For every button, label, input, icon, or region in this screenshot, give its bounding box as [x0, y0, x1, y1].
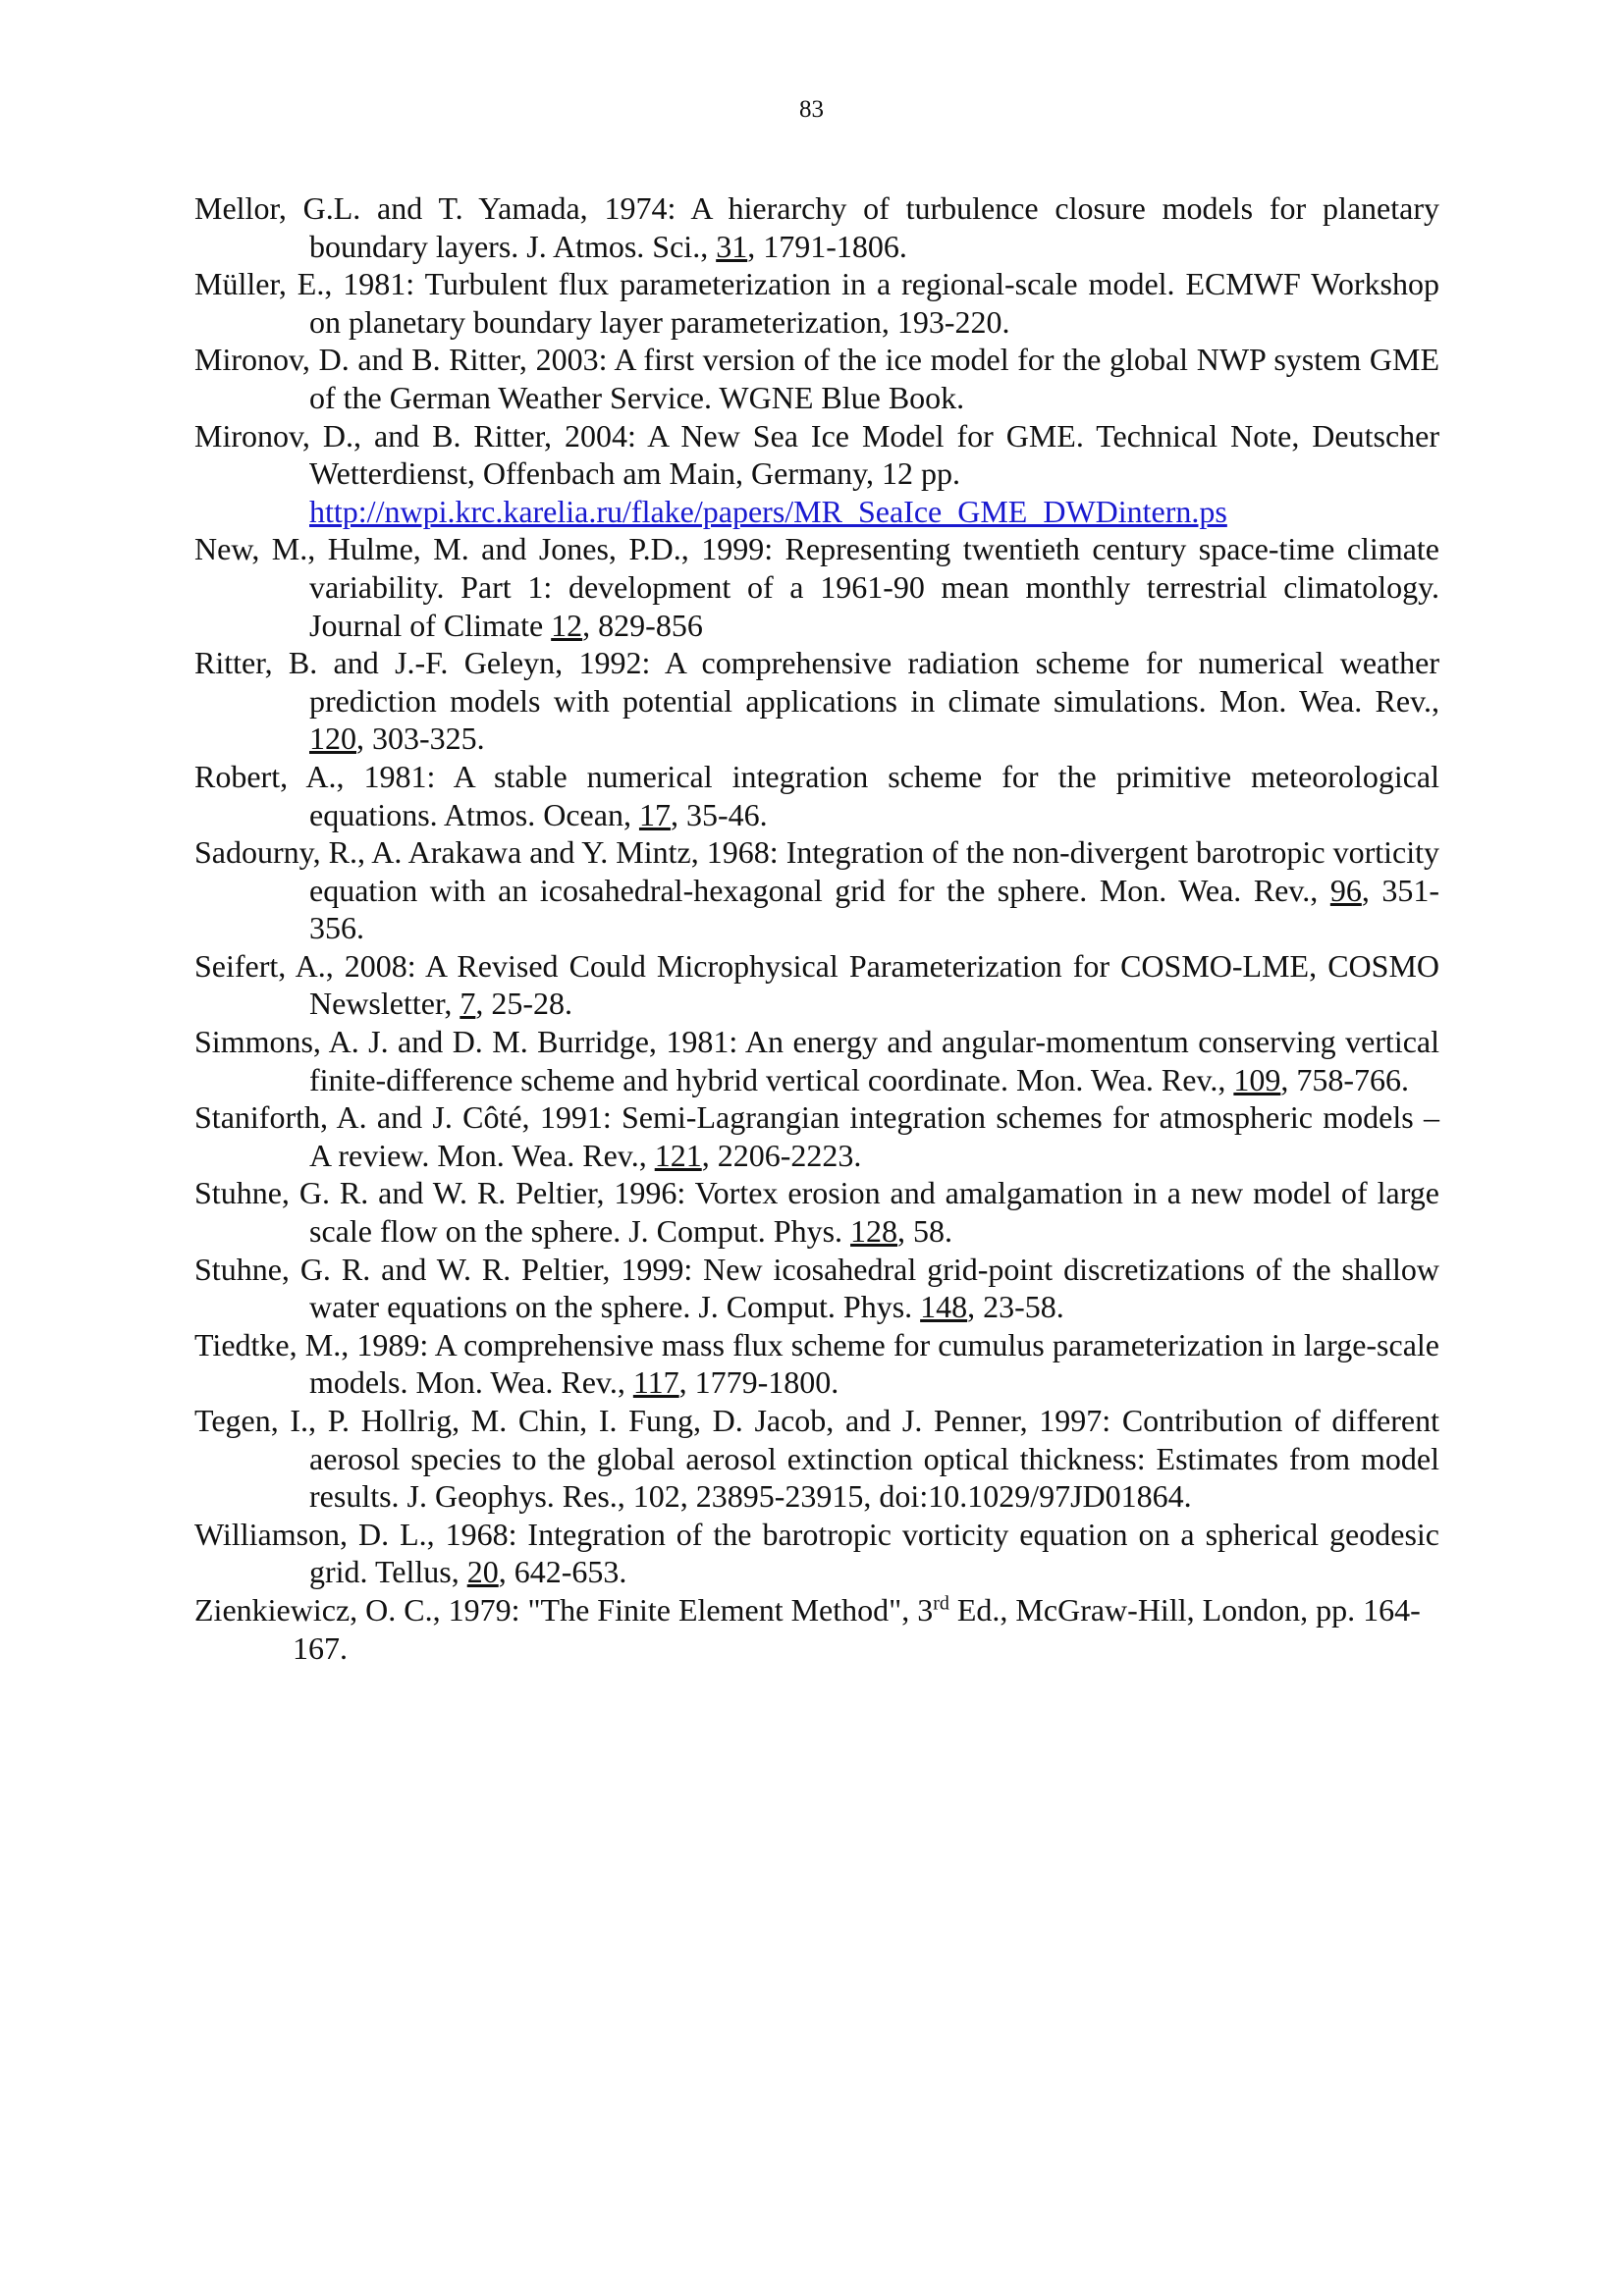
reference-text: Simmons, A. J. and D. M. Burridge, 1981: An energy and angular-momentum conserving vertical finite-difference scheme and hybrid vertical coordinate. Mon. Wea. Rev.,	[194, 1024, 1439, 1097]
reference-text-tail: , 1779-1800.	[678, 1364, 839, 1401]
volume-number: 128	[850, 1213, 898, 1250]
volume-number: 120	[309, 721, 356, 757]
reference-text: Robert, A., 1981: A stable numerical integration scheme for the primitive meteorological equations. Atmos. Ocean,	[194, 758, 1439, 832]
reference-text: Müller, E., 1981: Turbulent flux parameterization in a regional-scale model. ECMWF Workshop on planetary boundary layer parameterization, 193-220.	[194, 266, 1439, 340]
volume-number: 96	[1329, 872, 1362, 908]
reference-text-tail: , 2206-2223.	[701, 1137, 862, 1173]
reference-url-link[interactable]: http://nwpi.krc.karelia.ru/flake/papers/MR_SeaIce_GME_DWDintern.ps	[309, 493, 1227, 529]
reference-text: Stuhne, G. R. and W. R. Peltier, 1996: Vortex erosion and amalgamation in a new model of large scale flow on the sphere. J. Comput. Phys.	[194, 1175, 1439, 1250]
reference-text: New, M., Hulme, M. and Jones, P.D., 1999: Representing twentieth century space-time climate variability. Part 1: development of a 1961-90 mean monthly terrestrial climatology. Journal of Climate	[194, 531, 1439, 643]
volume-number: 109	[1233, 1061, 1281, 1097]
reference-text-tail: , 303-325.	[356, 721, 485, 757]
volume-number: 148	[920, 1289, 968, 1325]
volume-number: 7	[460, 986, 476, 1022]
reference-entry	[194, 530, 1439, 644]
reference-entry	[194, 1174, 1439, 1250]
reference-text-tail: , 23-58.	[967, 1289, 1064, 1325]
reference-text-tail: , 642-653.	[498, 1554, 627, 1590]
volume-number: 12	[551, 607, 583, 643]
reference-text: Mellor, G.L. and T. Yamada, 1974: A hierarchy of turbulence closure models for planetary boundary layers. J. Atmos. Sci.,	[194, 190, 1439, 264]
reference-text: Williamson, D. L., 1968: Integration of the barotropic vorticity equation on a spherical geodesic grid. Tellus,	[194, 1516, 1439, 1590]
reference-text-tail: , 25-28.	[475, 986, 572, 1022]
volume-number: 31	[716, 228, 748, 264]
reference-text: Seifert, A., 2008: A Revised Could Microphysical Parameterization for COSMO-LME, COSMO Newsletter,	[194, 947, 1439, 1022]
reference-entry	[194, 417, 1439, 531]
reference-entry	[194, 947, 1439, 1023]
reference-text: Staniforth, A. and J. Côté, 1991: Semi-Lagrangian integration schemes for atmospheric models – A review. Mon. Wea. Rev.,	[194, 1099, 1439, 1173]
reference-entry	[194, 1023, 1439, 1098]
reference-entry	[194, 1591, 1439, 1667]
reference-list	[194, 189, 1439, 1667]
reference-text: Mironov, D. and B. Ritter, 2003: A first version of the ice model for the global NWP system GME of the German Weather Service. WGNE Blue Book.	[194, 342, 1439, 415]
reference-text-tail: , 829-856	[582, 607, 703, 643]
volume-number: 117	[632, 1364, 679, 1401]
reference-text-tail: Ed., McGraw-Hill, London, pp. 164-167.	[293, 1591, 1421, 1666]
reference-entry	[194, 1326, 1439, 1402]
reference-text: Sadourny, R., A. Arakawa and Y. Mintz, 1968: Integration of the non-divergent barotropic vorticity equation with an icosahedral-hexagonal grid for the sphere. Mon. Wea. Rev.,	[194, 834, 1439, 908]
reference-entry	[194, 758, 1439, 833]
reference-text-tail: , 1791-1806.	[747, 228, 907, 264]
volume-number: 121	[654, 1137, 702, 1173]
reference-text-tail: , 35-46.	[670, 796, 768, 832]
volume-number: 20	[466, 1554, 499, 1590]
reference-entry	[194, 644, 1439, 758]
reference-entry	[194, 265, 1439, 341]
reference-text: Tegen, I., P. Hollrig, M. Chin, I. Fung, D. Jacob, and J. Penner, 1997: Contribution of different aerosol species to the global aerosol extinction optical thickness: Estimates from model results. J. Geophys. Res., 102, 23895-23915, doi:10.1029/97JD01864.	[194, 1403, 1439, 1515]
page-number: 83	[799, 96, 824, 123]
reference-entry	[194, 1098, 1439, 1174]
edition-superscript: rd	[933, 1592, 949, 1615]
reference-entry	[194, 1516, 1439, 1591]
reference-entry	[194, 833, 1439, 947]
reference-entry	[194, 1251, 1439, 1326]
reference-text: Mironov, D., and B. Ritter, 2004: A New Sea Ice Model for GME. Technical Note, Deutscher Wetterdienst, Offenbach am Main, Germany, 12 pp.	[194, 417, 1439, 492]
reference-text-tail: , 351-356.	[309, 872, 1440, 946]
reference-text: Zienkiewicz, O. C., 1979: "The Finite Element Method", 3	[194, 1591, 934, 1628]
reference-text-tail: , 58.	[897, 1213, 953, 1250]
reference-text: Ritter, B. and J.-F. Geleyn, 1992: A comprehensive radiation scheme for numerical weather prediction models with potential applications in climate simulations. Mon. Wea. Rev.,	[194, 645, 1439, 719]
volume-number: 17	[638, 796, 671, 832]
reference-entry	[194, 189, 1439, 265]
reference-entry	[194, 341, 1439, 416]
reference-text-tail: , 758-766.	[1280, 1061, 1410, 1097]
reference-text: Tiedtke, M., 1989: A comprehensive mass flux scheme for cumulus parameterization in large-scale models. Mon. Wea. Rev.,	[194, 1326, 1439, 1401]
reference-text: Stuhne, G. R. and W. R. Peltier, 1999: New icosahedral grid-point discretizations of the shallow water equations on the sphere. J. Comput. Phys.	[194, 1251, 1439, 1325]
reference-entry	[194, 1402, 1439, 1516]
